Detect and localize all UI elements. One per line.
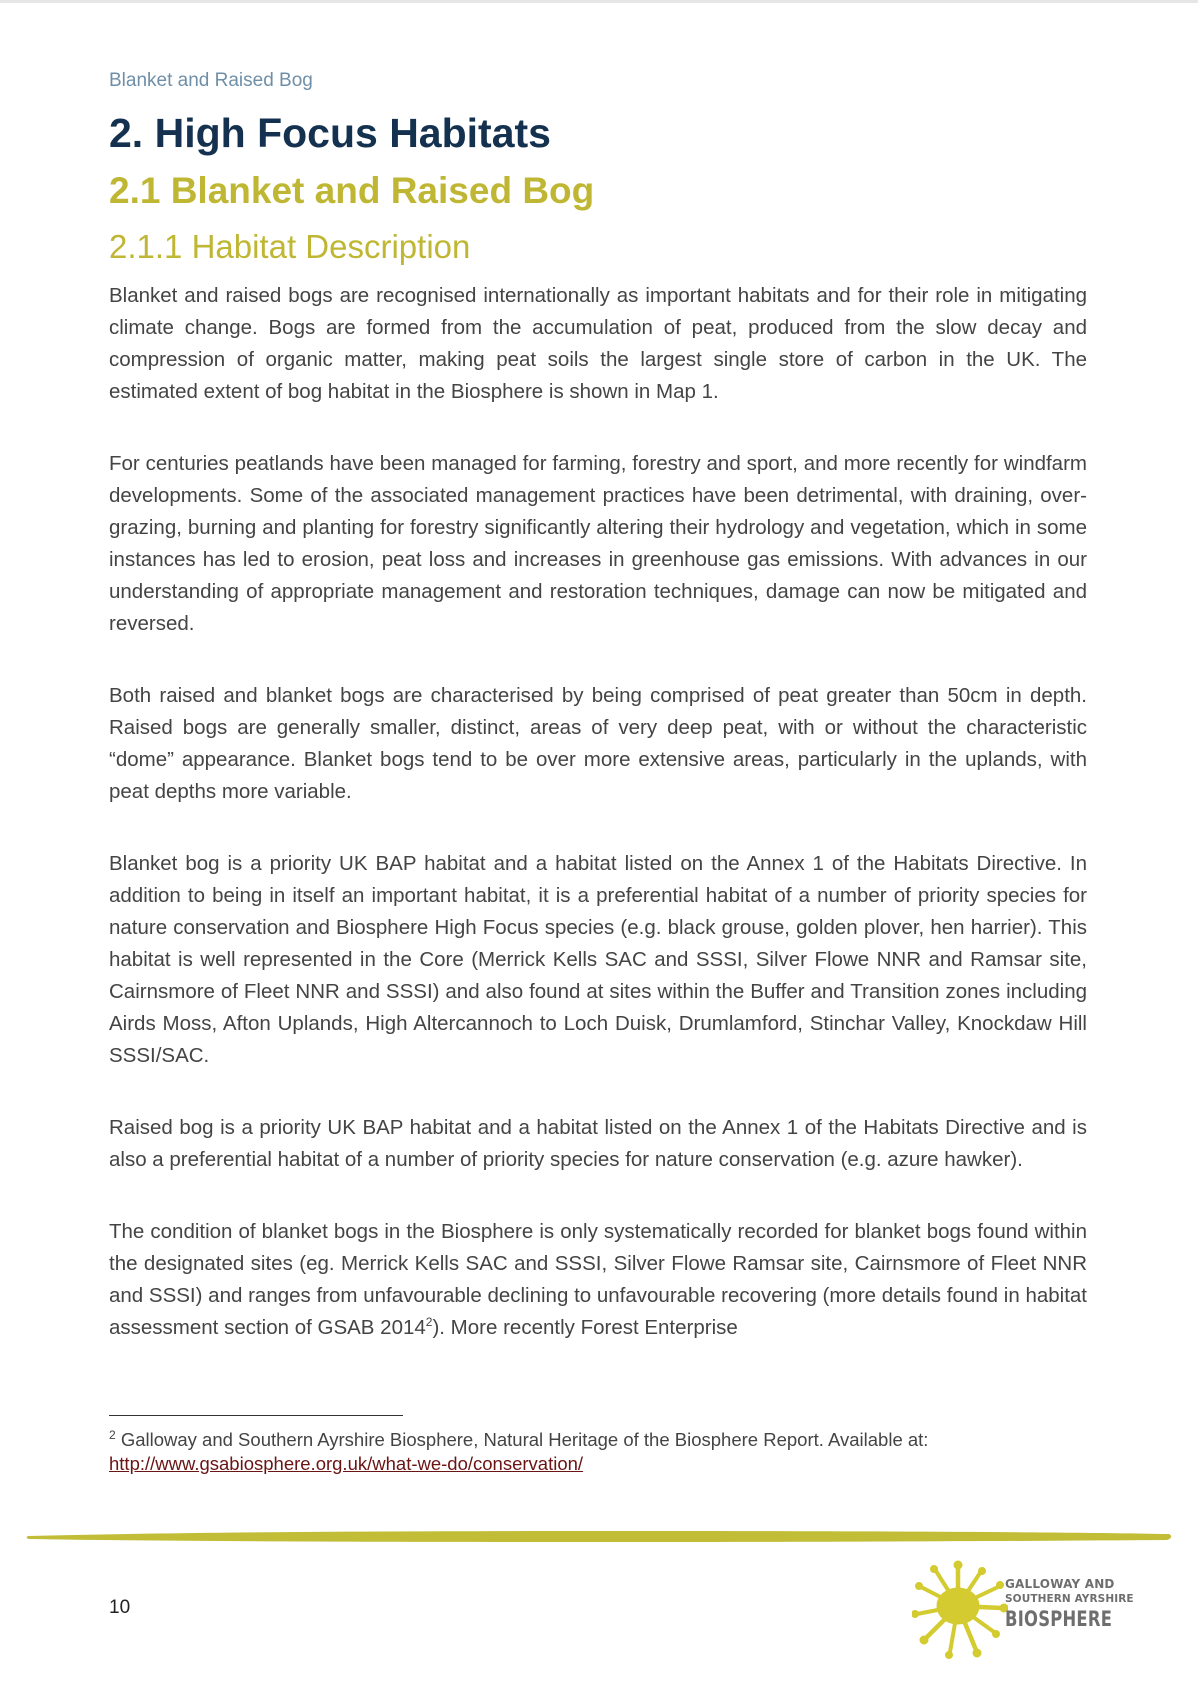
footnote-marker: 2 [109, 1427, 116, 1442]
paragraph-6 [109, 1216, 1087, 1344]
heading-blanket-raised-bog: 2.1 Blanket and Raised Bog [109, 170, 595, 211]
logo-wordmark [1005, 1578, 1142, 1630]
logo-line-3: BIOSPHERE [1005, 1606, 1113, 1631]
paragraph-6-tail: ). More recently Forest Enterprise [432, 1316, 738, 1339]
running-header: Blanket and Raised Bog [109, 70, 313, 91]
footnote [109, 1428, 1087, 1476]
paragraph-5: Raised bog is a priority UK BAP habitat and a habitat listed on the Annex 1 of the Habitats Directive and is also a preferential habitat of a number of priority species for nature conservation (e.g. azure hawker). [109, 1116, 1087, 1171]
logo-line-1: GALLOWAY AND [1005, 1577, 1115, 1591]
body-text [109, 280, 1087, 1344]
paragraph-6-text: The condition of blanket bogs in the Biosphere is only systematically recorded for blanket bogs found within the designated sites (eg. Merrick Kells SAC and SSSI, Silver Flowe Ramsar site, Cairnsmore of Fleet NNR and SSSI) and ranges from unfavourable declining to unfavourable recovering (more details found in habitat assessment section of GSAB 2014 [109, 1220, 1087, 1339]
heading-high-focus-habitats: 2. High Focus Habitats [109, 110, 551, 156]
footnote-separator [109, 1415, 403, 1416]
paragraph-4: Blanket bog is a priority UK BAP habitat and a habitat listed on the Annex 1 of the Habitats Directive. In addition to being in itself an important habitat, it is a preferential habitat of a number of priority species for nature conservation and Biosphere High Focus species (e.g. black grouse, golden plover, hen harrier). This habitat is well represented in the Core (Merrick Kells SAC and SSSI, Silver Flowe NNR and Ramsar site, Cairnsmore of Fleet NNR and SSSI) and also found at sites within the Buffer and Transition zones including Airds Moss, Afton Uplands, High Altercannoch to Loch Duisk, Drumlamford, Stinchar Valley, Knockdaw Hill SSSI/SAC. [109, 852, 1087, 1067]
logo-line-2: SOUTHERN AYRSHIRE [1005, 1593, 1134, 1605]
footer-swoosh-divider [26, 1526, 1172, 1546]
footnote-text-line [109, 1428, 1087, 1452]
footnote-text: Galloway and Southern Ayrshire Biosphere, Natural Heritage of the Biosphere Report. Available at: [115, 1429, 929, 1450]
paragraph-3: Both raised and blanket bogs are characterised by being comprised of peat greater than 50cm in depth. Raised bogs are generally smaller, distinct, areas of very deep peat, with or without the characteristic “dome” appearance. Blanket bogs tend to be over more extensive areas, particularly in the uplands, with peat depths more variable. [109, 684, 1087, 803]
footnote-link[interactable]: http://www.gsabiosphere.org.uk/what-we-do/conservation/ [109, 1453, 584, 1474]
heading-habitat-description: 2.1.1 Habitat Description [109, 228, 471, 265]
page-number: 10 [109, 1597, 131, 1618]
paragraph-2: For centuries peatlands have been managed for farming, forestry and sport, and more recently for windfarm developments. Some of the associated management practices have been detrimental, with draining, over-grazing, burning and planting for forestry significantly altering their hydrology and vegetation, which in some instances has led to erosion, peat loss and increases in greenhouse gas emissions. With advances in our understanding of appropriate management and restoration techniques, damage can now be mitigated and reversed. [109, 452, 1087, 635]
paragraph-1: Blanket and raised bogs are recognised internationally as important habitats and for their role in mitigating climate change. Bogs are formed from the accumulation of peat, produced from the slow decay and compression of organic matter, making peat soils the largest single store of carbon in the UK. The estimated extent of bog habitat in the Biosphere is shown in Map 1. [109, 284, 1087, 403]
top-edge-shade [0, 0, 1198, 3]
biosphere-logo [912, 1560, 1134, 1660]
footnote-reference[interactable]: 2 [425, 1315, 433, 1330]
sun-burst-icon [912, 1560, 1008, 1660]
